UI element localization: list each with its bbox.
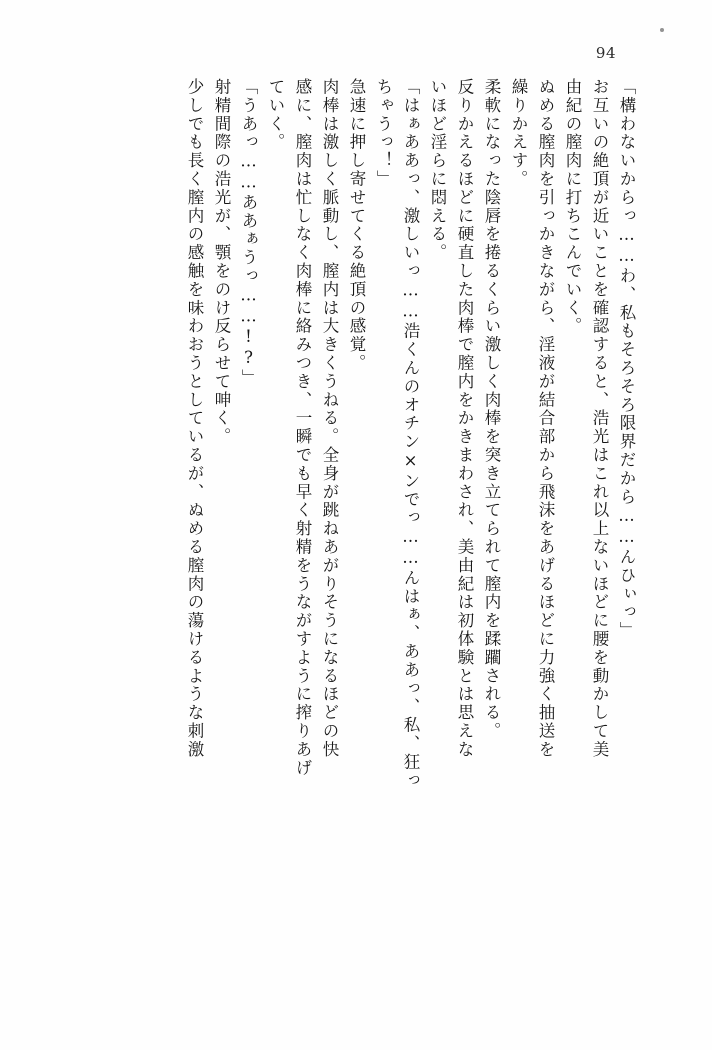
print-speck (660, 28, 664, 32)
text-line: 「うあっ……ああぁうっ……!?」 (239, 78, 258, 388)
text-line: 由紀の膣肉に打ちこんでいく。 (563, 78, 582, 336)
text-line: ていく。 (266, 78, 285, 152)
text-line: 「はぁああっ、激しいっ……浩くんのオチン×ンでっ……んはぁ、ああっ、私、狂っ (401, 78, 420, 790)
text-line: 「構わないからっ……わ、私もそろそろ限界だから……んひぃっ」 (617, 78, 636, 640)
text-line: 感に、膣肉は忙しなく肉棒に絡みつき、一瞬でも早く射精をうながすように搾りあげ (293, 78, 312, 778)
text-line: 少しでも長く膣内の感触を味わおうとしているが、ぬめる膣肉の蕩けるような刺激 (185, 78, 204, 759)
text-line: お互いの絶頂が近いことを確認すると、浩光はこれ以上ないほどに腰を動かして美 (590, 78, 609, 759)
text-line: いほど淫らに悶える。 (428, 78, 447, 262)
text-line: 反りかえるほどに硬直した肉棒で膣内をかきまわされ、美由紀は初体験とは思えな (455, 78, 474, 759)
vertical-text-block (72, 78, 634, 958)
text-line: 急速に押し寄せてくる絶頂の感覚。 (347, 78, 366, 373)
text-line: 繰りかえす。 (509, 78, 528, 189)
text-line: 肉棒は激しく脈動し、膣内は大きくうねる。全身が跳ねあがりそうになるほどの快 (320, 78, 339, 759)
page-number: 94 (595, 44, 616, 62)
text-line: ぬめる膣肉を引っかきながら、淫液が結合部から飛沫をあげるほどに力強く抽送を (536, 78, 555, 759)
text-line: ちゃうっ！」 (374, 78, 393, 189)
text-line: 柔軟になった陰唇を捲るくらい激しく肉棒を突き立てられて膣内を蹂躙される。 (482, 78, 501, 741)
text-line: 射精間際の浩光が、顎をのけ反らせて呻く。 (212, 78, 231, 446)
